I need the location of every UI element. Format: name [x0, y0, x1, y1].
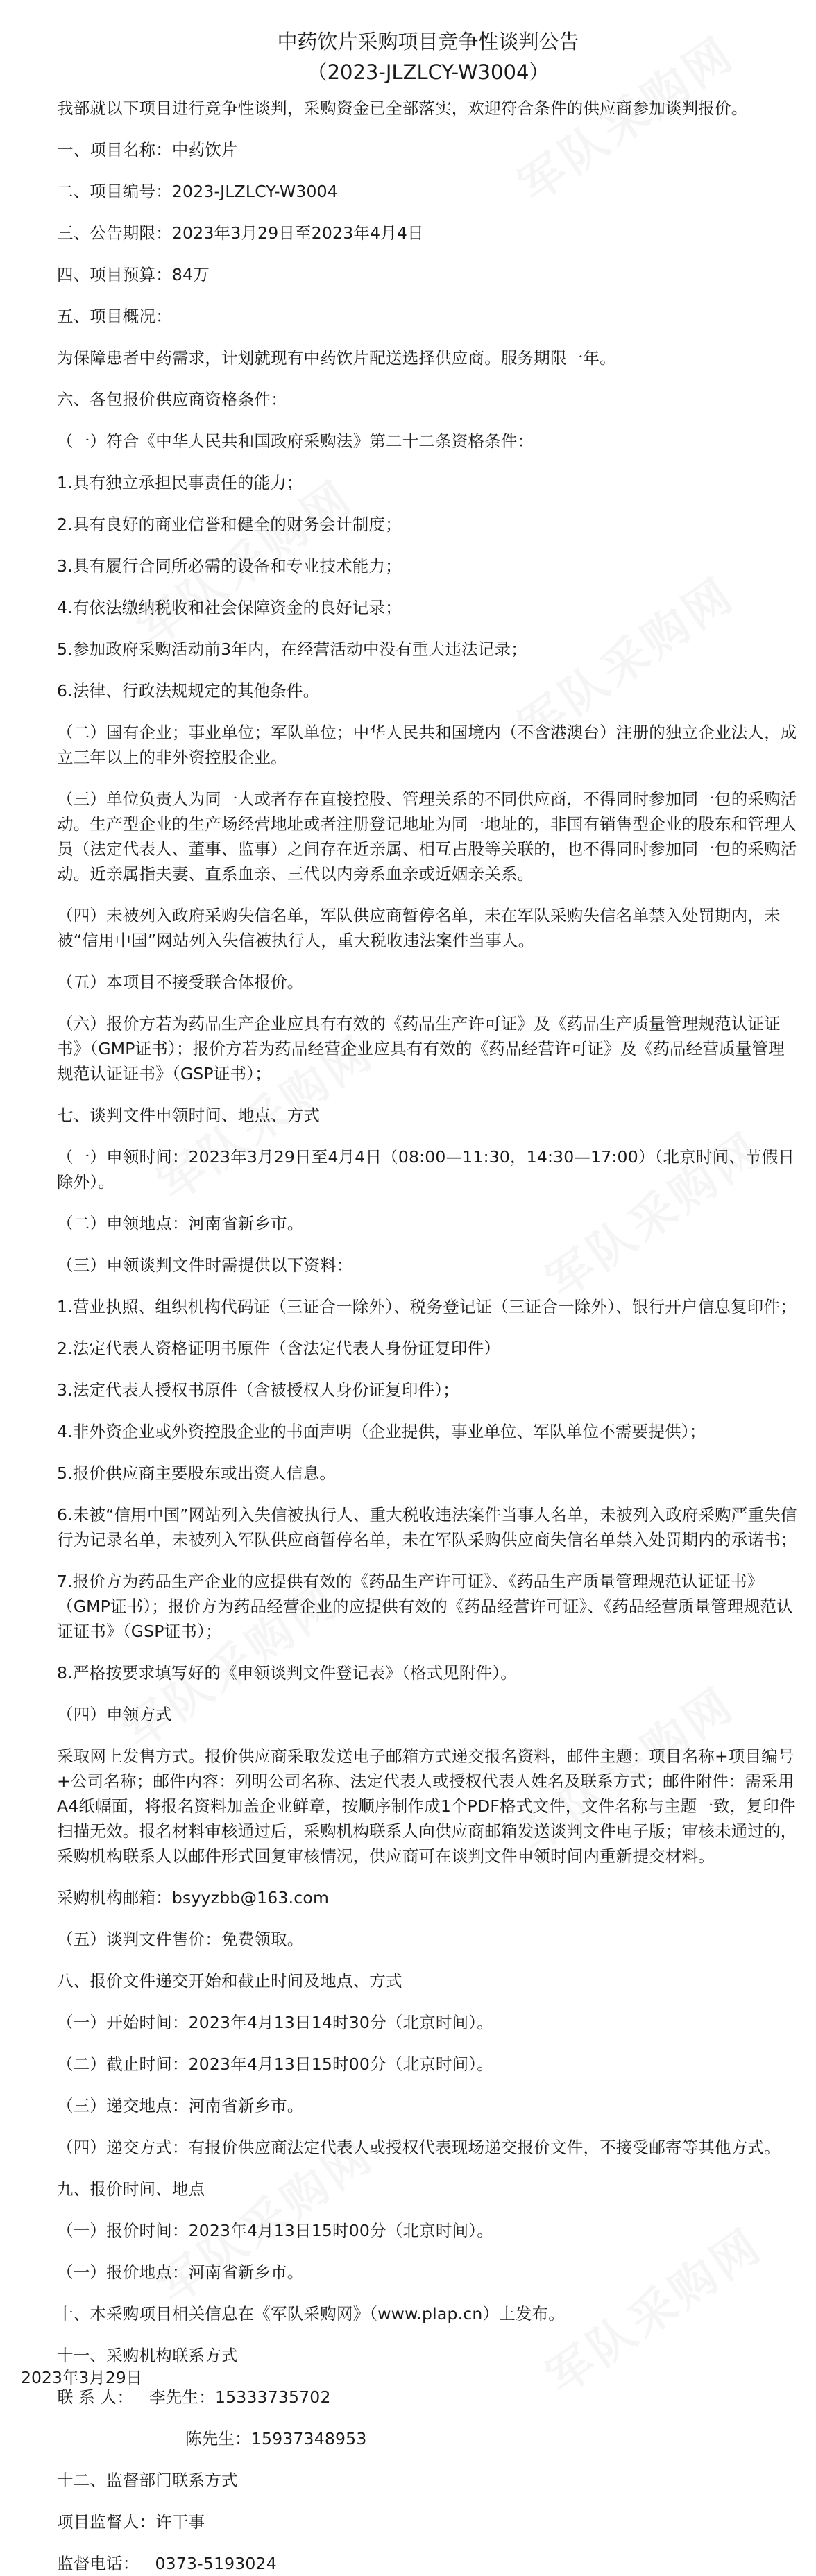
application-subitem: 6.未被“信用中国”网站列入失信被执行人、重大税收违法案件当事人名单，未被列入政府采购严重失信行为记录名单，未被列入军队供应商暂停名单，未在军队采购供应商失信名单禁入处罚期内的承诺书；	[57, 1505, 797, 1549]
contact-person-chen: 陈先生：15937348953	[185, 2429, 367, 2448]
application-method-text: 采取网上发售方式。报价供应商采取发送电子邮箱方式递交报名资料，邮件主题：项目名称+项目编号+公司名称；邮件内容：列明公司名称、法定代表人或授权代表人姓名及联系方式；邮件附件：需采用A4纸幅面，将报名资料加盖企业鲜章，按顺序制作成1个PDF格式文件，文件名称与主题一致，复印件扫描无效。报名材料审核通过后，采购机构联系人向供应商邮箱发送谈判文件电子版；审核未通过的，采购机构联系人以邮件形式回复审核情况，供应商可在谈判文件申领时间内重新提交材料。	[57, 1746, 797, 1866]
supervision-phone: 监督电话： 0373-5193024	[57, 2554, 277, 2573]
qualification-item: （一）符合《中华人民共和国政府采购法》第二十二条资格条件：	[57, 431, 534, 451]
qualification-item: （六）报价方若为药品生产企业应具有有效的《药品生产许可证》及《药品生产质量管理规范认证证书》（GMP证书）；报价方若为药品经营企业应具有有效的《药品经营许可证》及《药品经营质量管理规范认证证书》（GSP证书）；	[57, 1014, 785, 1083]
document-body	[57, 26, 799, 2576]
quote-heading: 九、报价时间、地点	[57, 2179, 205, 2199]
application-item: （二）申领地点：河南省新乡市。	[57, 1214, 304, 1233]
contact-person-li: 联 系 人： 李先生：15333735702	[57, 2387, 331, 2407]
qualification-subitem: 5.参加政府采购活动前3年内，在经营活动中没有重大违法记录；	[57, 639, 527, 659]
application-subitem: 5.报价供应商主要股东或出资人信息。	[57, 1463, 337, 1483]
project-overview-text: 为保障患者中药需求，计划就现有中药饮片配送选择供应商。服务期限一年。	[57, 348, 616, 368]
qualification-heading: 六、各包报价供应商资格条件：	[57, 390, 287, 409]
project-number: 二、项目编号：2023-JLZLCY-W3004	[57, 182, 338, 201]
quote-item: （一）报价时间：2023年4月13日15时00分（北京时间）。	[57, 2221, 493, 2240]
qualification-item: （五）本项目不接受联合体报价。	[57, 972, 304, 992]
application-subitem: 2.法定代表人资格证明书原件（含法定代表人身份证复印件）	[57, 1339, 501, 1358]
qualification-subitem: 2.具有良好的商业信誉和健全的财务会计制度；	[57, 515, 402, 534]
qualification-item: （四）未被列入政府采购失信名单，军队供应商暂停名单，未在军队采购失信名单禁入处罚期内，未被“信用中国”网站列入失信被执行人，重大税收违法案件当事人。	[57, 906, 781, 950]
qualification-item: （二）国有企业；事业单位；军队单位；中华人民共和国境内（不含港澳台）注册的独立企业法人，成立三年以上的非外资控股企业。	[57, 723, 797, 767]
contact-heading: 十一、采购机构联系方式	[57, 2346, 238, 2365]
submission-item: （四）递交方式：有报价供应商法定代表人或授权代表现场递交报价文件，不接受邮寄等其他方式。	[57, 2138, 781, 2157]
project-overview-heading: 五、项目概况：	[57, 307, 172, 326]
qualification-subitem: 1.具有独立承担民事责任的能力；	[57, 473, 303, 492]
application-item: （三）申领谈判文件时需提供以下资料：	[57, 1255, 353, 1275]
application-item: （五）谈判文件售价：免费领取。	[57, 1930, 304, 1949]
publication-notice: 十、本采购项目相关信息在《军队采购网》（www.plap.cn）上发布。	[57, 2304, 565, 2324]
submission-item: （一）开始时间：2023年4月13日14时30分（北京时间）。	[57, 2013, 493, 2032]
qualification-subitem: 6.法律、行政法规规定的其他条件。	[57, 681, 320, 701]
application-subitem: 3.法定代表人授权书原件（含被授权人身份证复印件）；	[57, 1380, 459, 1400]
application-subitem: 1.营业执照、组织机构代码证（三证合一除外）、税务登记证（三证合一除外）、银行开户信息复印件；	[57, 1297, 797, 1316]
application-subitem: 4.非外资企业或外资控股企业的书面声明（企业提供，事业单位、军队单位不需要提供）；	[57, 1422, 706, 1441]
application-heading: 七、谈判文件申领时间、地点、方式	[57, 1106, 321, 1125]
qualification-item: （三）单位负责人为同一人或者存在直接控股、管理关系的不同供应商，不得同时参加同一包的采购活动。生产型企业的生产场经营地址或者注册登记地址为同一地址的，非国有销售型企业的股东和管理人员（法定代表人、董事、监事）之间存在近亲属、相互占股等关联的，也不得同时参加同一包的采购活动。近亲属指夫妻、直系血亲、三代以内旁系血亲或近姻亲关系。	[57, 789, 797, 884]
intro-paragraph: 我部就以下项目进行竞争性谈判，采购资金已全部落实，欢迎符合条件的供应商参加谈判报价。	[57, 98, 748, 118]
supervisor: 项目监督人：许干事	[57, 2512, 205, 2532]
quote-item: （一）报价地点：河南省新乡市。	[57, 2262, 304, 2282]
page-title: 中药饮片采购项目竞争性谈判公告	[277, 30, 579, 53]
publish-date: 2023年3月29日	[21, 2368, 143, 2387]
procurement-email: 采购机构邮箱：bsyyzbb@163.com	[57, 1888, 330, 1907]
submission-item: （三）递交地点：河南省新乡市。	[57, 2096, 304, 2115]
application-item: （四）申领方式	[57, 1705, 172, 1724]
qualification-subitem: 4.有依法缴纳税收和社会保障资金的良好记录；	[57, 598, 402, 617]
application-subitem: 8.严格按要求填写好的《申领谈判文件登记表》（格式见附件）。	[57, 1663, 517, 1683]
qualification-subitem: 3.具有履行合同所必需的设备和专业技术能力；	[57, 556, 402, 576]
notice-period: 三、公告期限：2023年3月29日至2023年4月4日	[57, 223, 424, 243]
project-code-subtitle: （2023-JLZLCY-W3004）	[307, 60, 550, 84]
application-subitem: 7.报价方为药品生产企业的应提供有效的《药品生产许可证》、《药品生产质量管理规范认证证书》（GMP证书）；报价方为药品经营企业的应提供有效的《药品经营许可证》、《药品经营质量管理规范认证证书》（GSP证书）；	[57, 1572, 793, 1641]
application-item: （一）申领时间：2023年3月29日至4月4日（08:00—11:30，14:30—17:00）（北京时间、节假日除外）。	[57, 1147, 795, 1192]
submission-item: （二）截止时间：2023年4月13日15时00分（北京时间）。	[57, 2054, 493, 2074]
submission-heading: 八、报价文件递交开始和截止时间及地点、方式	[57, 1971, 402, 1991]
supervision-heading: 十二、监督部门联系方式	[57, 2471, 238, 2490]
project-budget: 四、项目预算：84万	[57, 265, 210, 284]
project-name: 一、项目名称：中药饮片	[57, 140, 238, 160]
